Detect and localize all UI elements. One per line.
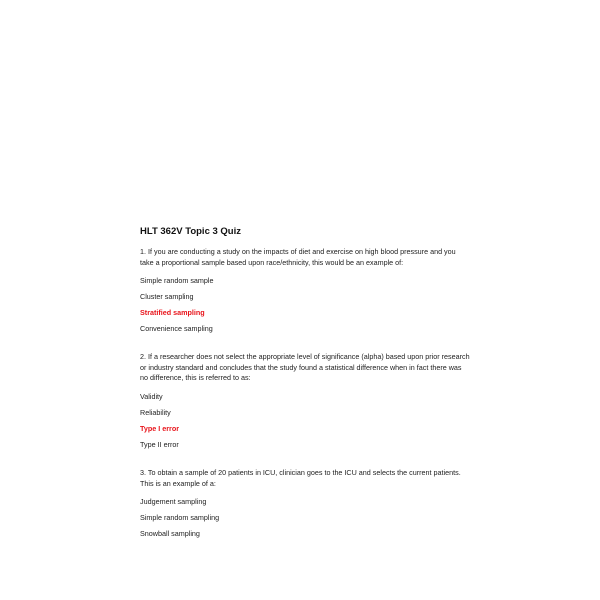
answer-option: Type II error <box>140 439 179 449</box>
answer-option: Simple random sample <box>140 276 214 286</box>
question-3 <box>140 468 470 539</box>
question-text: 3. To obtain a sample of 20 patients in ICU, clinician goes to the ICU and selects the current patients. This is an example of a: <box>140 467 461 488</box>
answer-option: Judgement sampling <box>140 497 207 507</box>
answer-option-correct: Type I error <box>140 423 180 433</box>
answer-option: Cluster sampling <box>140 292 194 302</box>
answer-option: Snowball sampling <box>140 529 200 539</box>
question-spacer <box>140 340 470 352</box>
question-text: 1. If you are conducting a study on the impacts of diet and exercise on high blood pressure and you take a proportional sample based upon race/ethnicity, this would be an example of: <box>140 247 456 267</box>
question-text: 2. If a researcher does not select the appropriate level of significance (alpha) based upon prior research or industry standard and concludes that the study found a statistical difference when in fact there was no difference, this is referred to as: <box>140 352 470 383</box>
document-page <box>140 226 470 545</box>
answer-option: Simple random sampling <box>140 513 220 523</box>
answer-option: Validity <box>140 391 163 401</box>
document-title: HLT 362V Topic 3 Quiz <box>140 226 241 237</box>
question-spacer <box>140 456 470 468</box>
answer-option: Reliability <box>140 407 171 417</box>
answer-option-correct: Stratified sampling <box>140 308 205 318</box>
question-2 <box>140 352 470 450</box>
question-1 <box>140 247 470 334</box>
answer-option: Convenience sampling <box>140 324 213 334</box>
